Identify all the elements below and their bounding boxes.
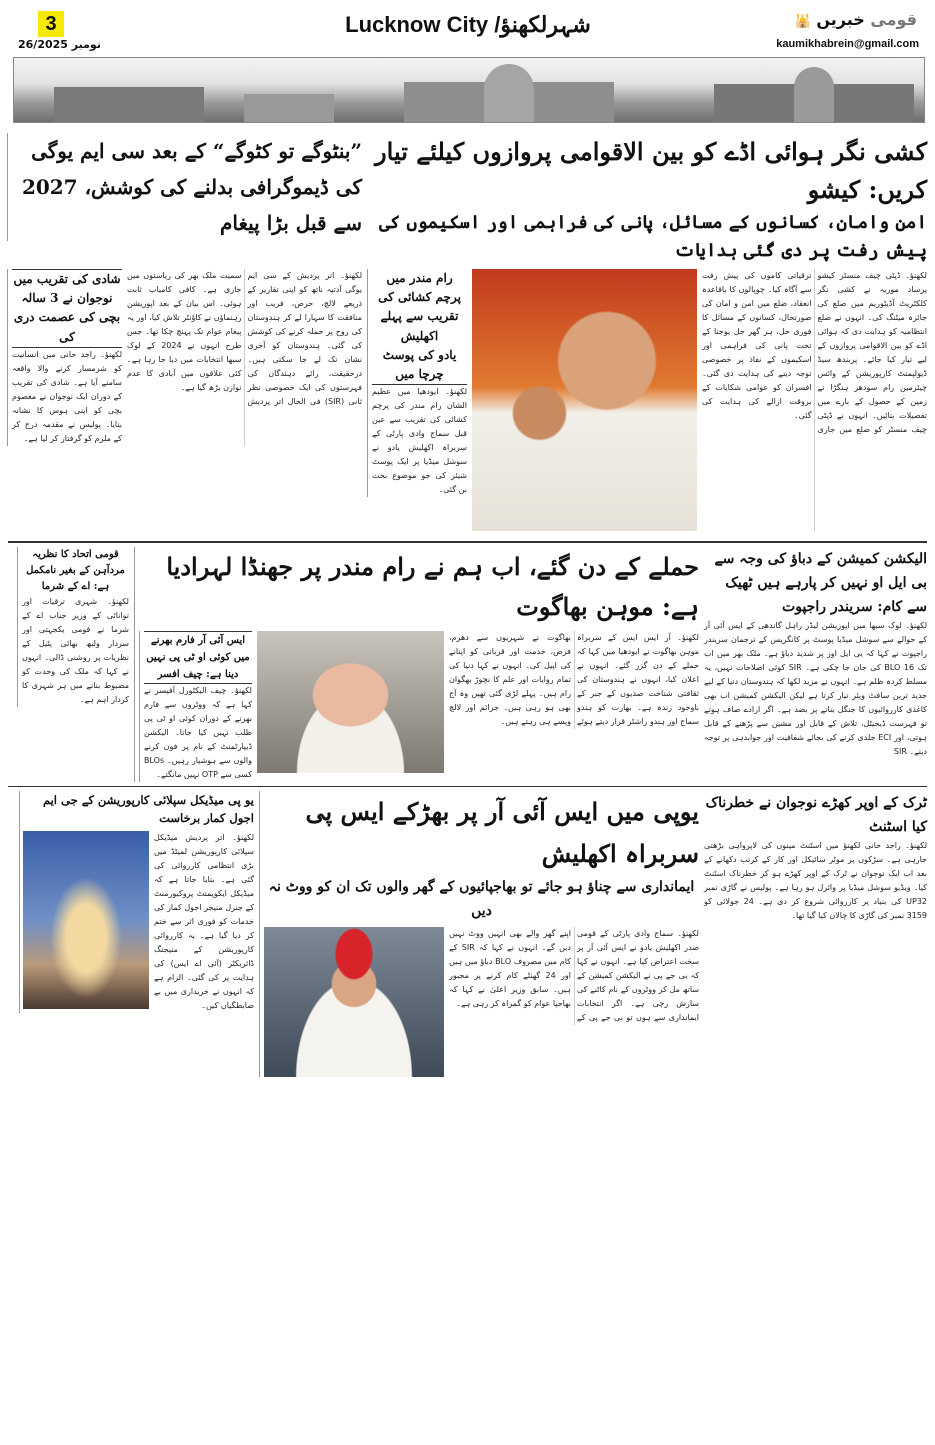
mohan-bhagwat-photo [257, 631, 444, 773]
bhagwat-body: لکھنؤ۔ آر ایس ایس کے سربراہ موہن بھاگوت نے ایودھیا میں کہا کہ حملے کے دن گزر گئے۔ انہوں نے اعلان کیا، انہوں نے ہندوستان کی ثقافتی شناخت صدیوں کے جبر کے باوجود زندہ ہے۔ بھارت کو ہندو سماج اور ہندو راشٹر قرار دیتے ہوئے بھاگوت نے شہریوں سے دھرم، فرض، خدمت اور قربانی کو اپنانے کی اپیل کی۔ انہوں نے کہا دنیا کی تمام روایات اور علم کا نچوڑ بھگوان رام ہیں۔ پہلے لڑی گئی تھیں وہ آج بھی ہو رہی ہیں۔ جرائم اور لالچ ویسے ہی رہتے ہیں۔ [449, 633, 699, 726]
page-number: 3 [38, 11, 64, 37]
election-commission-body: لکھنؤ۔ لوک سبھا میں اپوزیشن لیڈر راہل گاندھی کے ایس آئی آر کے حوالے سے سوشل میڈیا پوسٹ پر کانگریس کے ترجمان سریندر راجپوت نے کہا کہ بی ایل اوز پر شدید دباؤ ہے۔ ملک بھر میں اب تک 16 BLO کی جان جا چکی ہے۔ SIR کوئی اصلاحات نہیں، یہ مسلط کردہ ظلم ہے۔ انہوں نے مزید لکھا کہ ہندوستان دنیا کے لیے جدید ترین سافٹ ویئر تیار کرتا ہے لیکن الیکشن کمیشن اب بھی کاغذی کارروائیوں کا جنگل بنانے پر بضد ہے۔ اگر ارادے صاف ہوتے تو فہرست ڈیجیٹل، تلاش کے قابل اور مشین سے پڑھنے کے قابل ہوتی، اور ECI جلدی کرنے کی بجائے شفافیت اور جوابدہی پر توجہ دیتے۔ SIR [704, 621, 928, 756]
akhilesh-story [259, 791, 699, 1077]
medical-story [19, 791, 254, 1013]
airport-body-block [472, 269, 927, 531]
otp-headline: ایس آئی آر فارم بھرنے میں کوئی او ٹی پی نہیں دینا ہے: چیف افسر [144, 631, 252, 684]
airport-headline-block [367, 133, 927, 265]
demography-body-block [7, 269, 362, 446]
keshav-maurya-photo [472, 269, 697, 531]
bottom-section [8, 786, 927, 1081]
akhilesh-subheadline: ایمانداری سے چناؤ ہو جائے تو بھاجپائیوں کے گھر والوں تک ان کو ووٹ نہ دیں [268, 879, 695, 919]
truck-stunt-story [704, 791, 927, 923]
contact-email: kaumikhabrein@gmail.com [776, 38, 919, 50]
demography-headline: ”بنٹوگے تو کٹوگے“ کے بعد سی ایم یوگی کی ڈیموگرافی بدلنے کی کوشش، 2027 سے قبل بڑا پیغام [21, 139, 362, 235]
logo-word-khabrein: خبریں [816, 10, 865, 29]
yadav-post-body: لکھنؤ۔ ایودھیا میں عظیم الشان رام مندر کی پرچم کشائی کی تقریب سے عین قبل سماج وادی پارٹی کے سربراہ اکھلیش یادو نے سوشل میڈیا پر ایک پوسٹ شیئر کی جو موضوع بحث بن گئی۔ [372, 387, 467, 495]
mosque-icon: 🕌 [794, 14, 811, 29]
yadav-post-block [367, 269, 467, 497]
akhilesh-headline: یوپی میں ایس آئی آر پر بھڑکے ایس پی سربراہ اکھلیش [305, 797, 699, 868]
akhilesh-yadav-photo [264, 927, 444, 1077]
wedding-story [7, 269, 122, 446]
medical-headline: یو پی میڈیکل سپلائی کارپوریشن کے جی ایم اجول کمار برخاست [42, 793, 254, 825]
airport-body: لکھنؤ۔ ڈپٹی چیف منسٹر کیشو پرساد موریہ نے کشی نگر کلکٹریٹ آڈیٹوریم میں ضلع کی جائزہ میٹنگ کی۔ انہوں نے ضلع انتظامیہ کو ہدایت دی کہ ہوائی اڈے کو بین الاقوامی پروازوں کے لیے تیار کیا جائے۔ پربندھ سیڈ ڈیولپمنٹ کارپوریشن کے وائس چیئرمین رام سودھر ہنگڑا نے زمین کے حصول کے بارے میں تفصیلات بتائیں۔ انہوں نے ڈپٹی چیف منسٹر کو ضلع میں جاری ترقیاتی کاموں کی پیش رفت سے آگاہ کیا۔ چوپالوں کا باقاعدہ انعقاد، ضلع میں امن و امان کی صورتحال، کسانوں کے مسائل کا فوری حل، ہر گھر جل یوجنا کے تحت پانی کی فراہمی اور اسکیموں کے نفاذ پر خصوصی توجہ دینے کی ہدایت دی گئی۔ افسران کو عوامی شکایات کے بروقت ازالے کی ہدایت کی گئی۔ [702, 271, 927, 434]
demography-headline-block [7, 133, 362, 241]
yadav-post-subheadline: یادو کی پوسٹ چرچا میں [372, 346, 467, 385]
truck-stunt-body: لکھنؤ۔ راجد حانی لکھنؤ میں اسٹنٹ مینوں کی لاپرواہی بڑھتی جارہی ہے۔ سڑکوں پر موٹر سائیکل اور کار کے کرتب دکھانے کے بعد اب ایک نوجوان نے ٹرک کے اوپر کھڑے ہو کر خطرناک اسٹنٹ کیا۔ ویڈیو سوشل میڈیا پر وائرل ہو رہا ہے۔ پولیس نے گاڑی نمبر UP32 کی بنیاد پر کارروائی شروع کر دی ہے۔ 24 جولائی کو 3159 نمبر کی گاڑی کا چالان کیا گیا تھا۔ [704, 841, 927, 920]
lucknow-skyline-banner [13, 57, 925, 123]
newspaper-logo [795, 10, 917, 29]
issue-date: 26/نومبر 2025 [18, 38, 101, 51]
bhagwat-headline: حملے کے دن گئے، اب ہم نے رام مندر پر جھنڈا لہرادیا ہے: موہن بھاگوت [166, 552, 699, 621]
yadav-post-headline: رام مندر میں پرچم کشائی کی تقریب سے پہلے اکھلیش [378, 271, 461, 343]
wedding-headline: شادی کی تقریب میں نوجوان نے 3 سالہ بچی کی عصمت دری کی [12, 269, 122, 348]
demography-body: لکھنؤ۔ اتر پردیش کے سی ایم یوگی آدتیہ ناتھ کو اپنی تقاریر کے ذریعے لالچ، حرص، فریب اور منافقت کا سہارا لے کر ہندوستان کی روح پر حملہ کرنے کی کوشش کی گئی۔ ہندوستان کو آخری نشان تک لے جا سکتی ہیں۔ درحقیقت، رائے دہندگان کی فہرستوں کی ایک خصوصی نظر ثانی (SIR) فی الحال اتر پردیش سمیت ملک بھر کی ریاستوں میں جاری ہے۔ کافی کامیاب ثابت ہوئی۔ اس بیان کے بعد اپوزیشن رہنماؤں نے کاؤنٹر تلاش کیا، اور یہ پیغام عوام تک پہنچ چکا تھا۔ جس طرح انہوں نے 2024 کے لوک سبھا انتخابات میں دیا جا رہا ہے۔ کئی علاقوں میں آبادی کا عدم توازن بڑھ گیا ہے۔ [127, 271, 362, 406]
medical-building-photo [23, 831, 149, 1009]
wedding-body: لکھنؤ۔ راجد حانی میں انسانیت کو شرمسار کرنے والا واقعہ سامنے آیا ہے۔ شادی کی تقریب کے دوران ایک نوجوان نے معصوم بچی کو اپنی ہوس کا نشانہ بنایا۔ پولیس نے مقدمہ درج کر کے ملزم کو گرفتار کر لیا ہے۔ [12, 349, 122, 443]
bhagwat-story [134, 547, 699, 782]
masthead [8, 0, 927, 56]
middle-section [8, 541, 927, 786]
section-title: Lucknow City /شہرلکھنؤ [345, 12, 591, 37]
otp-body: لکھنؤ۔ چیف الیکٹورل آفیسر نے کہا ہے کہ ووٹروں سے فارم بھرنے کے دوران کوئی او ٹی پی طلب نہیں کیا جاتا۔ الیکشن ڈیپارٹمنٹ کے نام پر فون کرنے والوں سے ہوشیار رہیں۔ BLOs کسی سے OTP نہیں مانگتے۔ [144, 686, 252, 779]
top-section [8, 129, 927, 535]
otp-story [139, 631, 252, 782]
election-commission-story [704, 547, 927, 759]
airport-headline: کشی نگر ہوائی اڈے کو بین الاقوامی پروازوں کیلئے تیار کریں: کیشو [375, 137, 927, 204]
logo-word-qaumi: قومی [870, 10, 917, 29]
akhilesh-body: لکھنؤ۔ سماج وادی پارٹی کے قومی صدر اکھلیش یادو نے ایس آئی آر پر سخت اعتراض کیا ہے۔ انہوں نے کہا کہ بی جے پی نے الیکشن کمیشن کے ساتھ مل کر ووٹروں کے نام کاٹنے کی سازش رچی ہے۔ اگر انتخابات ایمانداری سے ہوں تو بی جے پی کے اپنے گھر والے بھی انہیں ووٹ نہیں دیں گے۔ انہوں نے کہا کہ SIR کے کام میں مصروف BLO دباؤ میں ہیں اور 24 گھنٹے کام کرنے پر مجبور ہیں۔ سابق وزیر اعلیٰ نے کہا کہ بھاجپا عوام کو گمراہ کر رہی ہے۔ [449, 929, 699, 1022]
airport-subheadline: امن وامان، کسانوں کے مسائل، پانی کی فراہمی اور اسکیموں کی پیش رفت پر دی گئی ہدایات [379, 212, 927, 261]
truck-stunt-headline: ٹرک کے اوپر کھڑے نوجوان نے خطرناک کیا اسٹنٹ [705, 795, 927, 835]
qaumi-ittehad-headline: قومی اتحاد کا نظریہ مردآہن کے بغیر نامکمل ہے: اے کے شرما [26, 549, 125, 592]
qaumi-ittehad-body: لکھنؤ۔ شہری ترقیات اور توانائی کے وزیر جناب اے کے شرما نے قومی یکجہتی اور سردار ولبھ بھائی پٹیل کے نظریات پر روشنی ڈالی۔ انہوں نے کہا کہ ملک کی وحدت کو مضبوط بنانے میں ہر شہری کا کردار اہم ہے۔ [22, 597, 129, 704]
qaumi-ittehad-story [17, 547, 129, 707]
medical-body: لکھنؤ۔ اتر پردیش میڈیکل سپلائی کارپوریشن لمیٹڈ میں بڑی انتظامی کارروائی کی گئی ہے۔ بتایا جاتا ہے کہ میڈیکل ایکوپمنٹ پروکیورمنٹ کے جنرل منیجر اجول کمار کی خدمات کو فوری اثر سے ختم کر دیا گیا ہے۔ یہ کارروائی کارپوریشن کے منیجنگ ڈائریکٹر (آئی اے ایس) کی ہدایت پر کی گئی۔ الزام ہے کہ انہوں نے خریداری میں بے ضابطگیاں کیں۔ [154, 833, 254, 1010]
election-commission-headline: الیکشن کمیشن کے دباؤ کی وجہ سے بی ایل او نہیں کر پارہے ہیں ٹھیک سے کام: سریندر راجپوت [714, 551, 927, 615]
